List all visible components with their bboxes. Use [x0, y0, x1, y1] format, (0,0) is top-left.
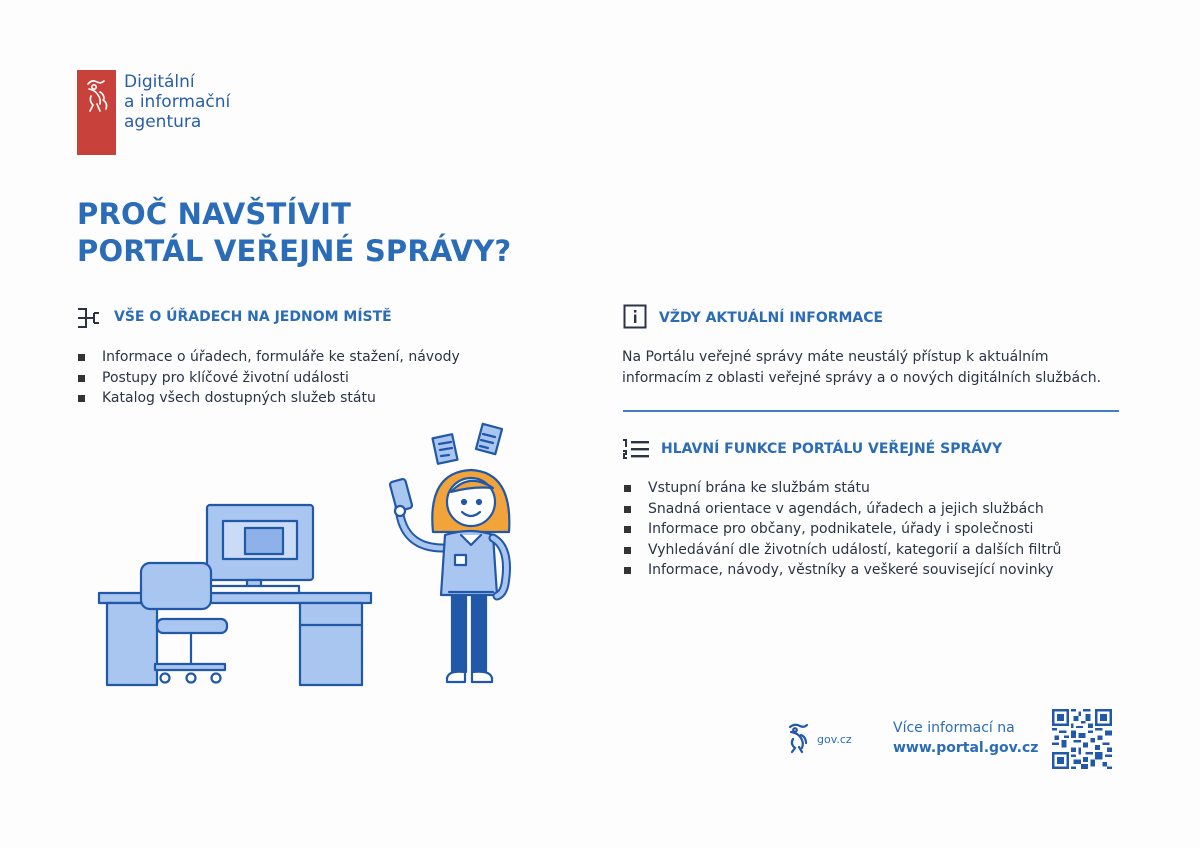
- list-item: Informace o úřadech, formuláře ke stažení, návody: [78, 347, 460, 368]
- office-illustration: [95, 420, 535, 699]
- info-text-line: informacím z oblasti veřejné správy a o nových digitálních službách.: [622, 370, 1102, 386]
- functions-list: [624, 478, 1061, 581]
- lion-emblem-icon: [77, 70, 116, 155]
- more-info: [893, 718, 1038, 758]
- divider: [623, 410, 1119, 412]
- list-item: Informace, návody, věstníky a veškeré související novinky: [624, 560, 1061, 581]
- list-item: Informace pro občany, podnikatele, úřady i společnosti: [624, 519, 1061, 540]
- gov-lion-icon: [784, 722, 812, 758]
- info-text-line: Na Portálu veřejné správy máte neustálý přístup k aktuálním: [622, 349, 1049, 365]
- numbered-list-icon: [621, 438, 651, 466]
- page-title-line: PROČ NAVŠTÍVIT: [77, 197, 352, 231]
- list-item: Katalog všech dostupných služeb státu: [78, 388, 460, 409]
- agency-name-line: agentura: [124, 112, 202, 132]
- portal-link[interactable]: [893, 738, 1038, 758]
- agency-name-line: Digitální: [124, 72, 195, 92]
- page-title-line: PORTÁL VEŘEJNÉ SPRÁVY?: [77, 234, 512, 268]
- list-item: Vstupní brána ke službám státu: [624, 478, 1061, 499]
- page-title: [77, 196, 511, 270]
- agency-name: [124, 72, 230, 132]
- section-title-functions: HLAVNÍ FUNKCE PORTÁLU VEŘEJNÉ SPRÁVY: [661, 441, 1003, 457]
- offices-list: [78, 347, 460, 409]
- qr-code-icon: [1052, 709, 1112, 769]
- info-paragraph: [622, 347, 1122, 389]
- qr-code[interactable]: [1052, 709, 1112, 773]
- list-item: Vyhledávání dle životních událostí, kategorií a dalších filtrů: [624, 540, 1061, 561]
- agency-logo: [77, 70, 116, 155]
- portal-link-text: www.portal.gov.cz: [893, 740, 1039, 756]
- more-info-line: Více informací na: [893, 720, 1015, 736]
- gov-label: gov.cz: [817, 733, 852, 746]
- section-title-offices: VŠE O ÚŘADECH NA JEDNOM MÍSTĚ: [114, 309, 392, 325]
- info-icon: [623, 304, 647, 333]
- list-item: Snadná orientace v agendách, úřadech a jejich službách: [624, 499, 1061, 520]
- section-title-info: VŽDY AKTUÁLNÍ INFORMACE: [659, 310, 884, 326]
- agency-name-line: a informační: [124, 92, 231, 112]
- network-icon: [76, 306, 102, 334]
- list-item: Postupy pro klíčové životní události: [78, 368, 460, 389]
